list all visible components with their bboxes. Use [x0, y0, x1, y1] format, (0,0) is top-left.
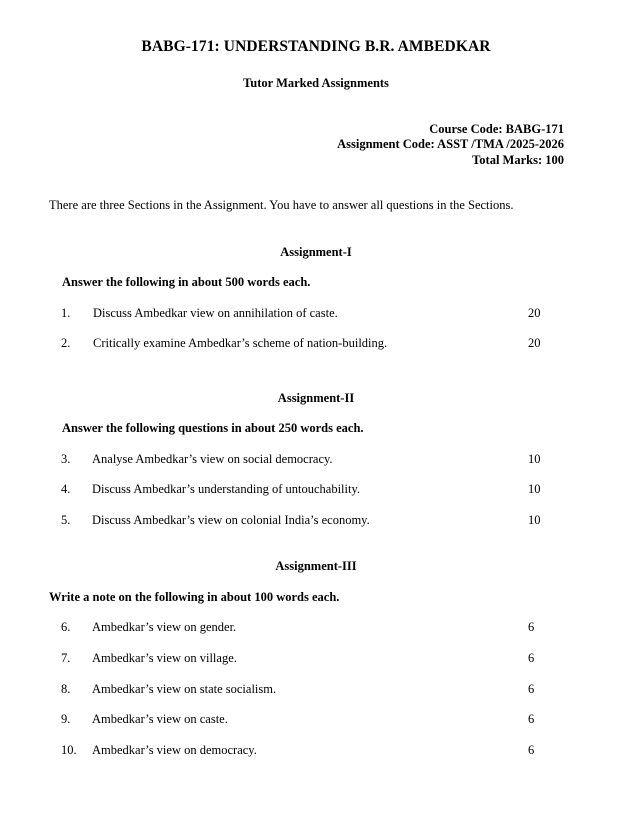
course-code: Course Code: BABG-171 [429, 122, 564, 136]
question-row [0, 651, 632, 669]
total-marks: Total Marks: 100 [472, 153, 564, 167]
question-row [0, 482, 632, 500]
question-number: 4. [61, 482, 71, 496]
question-number: 1. [61, 306, 71, 320]
section-instruction-2: Answer the following questions in about 250 words each. [62, 421, 364, 435]
question-number: 9. [61, 712, 71, 726]
document-title: BABG-171: UNDERSTANDING B.R. AMBEDKAR [141, 38, 491, 55]
assignment-code: Assignment Code: ASST /TMA /2025-2026 [337, 137, 564, 151]
question-number: 3. [61, 452, 71, 466]
question-marks: 6 [528, 620, 535, 634]
section-heading-2: Assignment-II [277, 391, 355, 405]
section-heading-3: Assignment-III [275, 559, 357, 573]
question-text: Discuss Ambedkar view on annihilation of caste. [93, 306, 338, 320]
question-row [0, 620, 632, 638]
question-text: Discuss Ambedkar’s understanding of untouchability. [92, 482, 361, 496]
question-text: Critically examine Ambedkar’s scheme of nation-building. [93, 336, 388, 350]
question-number: 8. [61, 682, 71, 696]
question-text: Analyse Ambedkar’s view on social democracy. [92, 452, 333, 466]
question-marks: 20 [528, 306, 541, 320]
question-number: 2. [61, 336, 71, 350]
question-text: Ambedkar’s view on caste. [92, 712, 228, 726]
question-marks: 6 [528, 743, 535, 757]
intro-text: There are three Sections in the Assignment. You have to answer all questions in the Sections. [49, 198, 514, 212]
section-heading-1: Assignment-I [280, 245, 352, 259]
question-row [0, 682, 632, 700]
question-row [0, 743, 632, 761]
question-text: Ambedkar’s view on village. [92, 651, 237, 665]
question-text: Ambedkar’s view on state socialism. [92, 682, 277, 696]
question-number: 10. [61, 743, 77, 757]
question-marks: 10 [528, 482, 541, 496]
question-number: 6. [61, 620, 71, 634]
question-row [0, 712, 632, 730]
question-marks: 6 [528, 682, 535, 696]
question-marks: 6 [528, 712, 535, 726]
document-subtitle: Tutor Marked Assignments [243, 76, 389, 90]
question-marks: 10 [528, 452, 541, 466]
question-marks: 20 [528, 336, 541, 350]
section-instruction-1: Answer the following in about 500 words each. [62, 275, 311, 289]
question-text: Discuss Ambedkar’s view on colonial India’s economy. [92, 513, 370, 527]
question-marks: 6 [528, 651, 535, 665]
section-instruction-3: Write a note on the following in about 100 words each. [49, 590, 340, 604]
question-marks: 10 [528, 513, 541, 527]
question-number: 7. [61, 651, 71, 665]
question-row [0, 452, 632, 470]
question-text: Ambedkar’s view on gender. [92, 620, 237, 634]
question-row [0, 336, 632, 354]
question-number: 5. [61, 513, 71, 527]
question-row [0, 306, 632, 324]
question-row [0, 513, 632, 531]
question-text: Ambedkar’s view on democracy. [92, 743, 257, 757]
